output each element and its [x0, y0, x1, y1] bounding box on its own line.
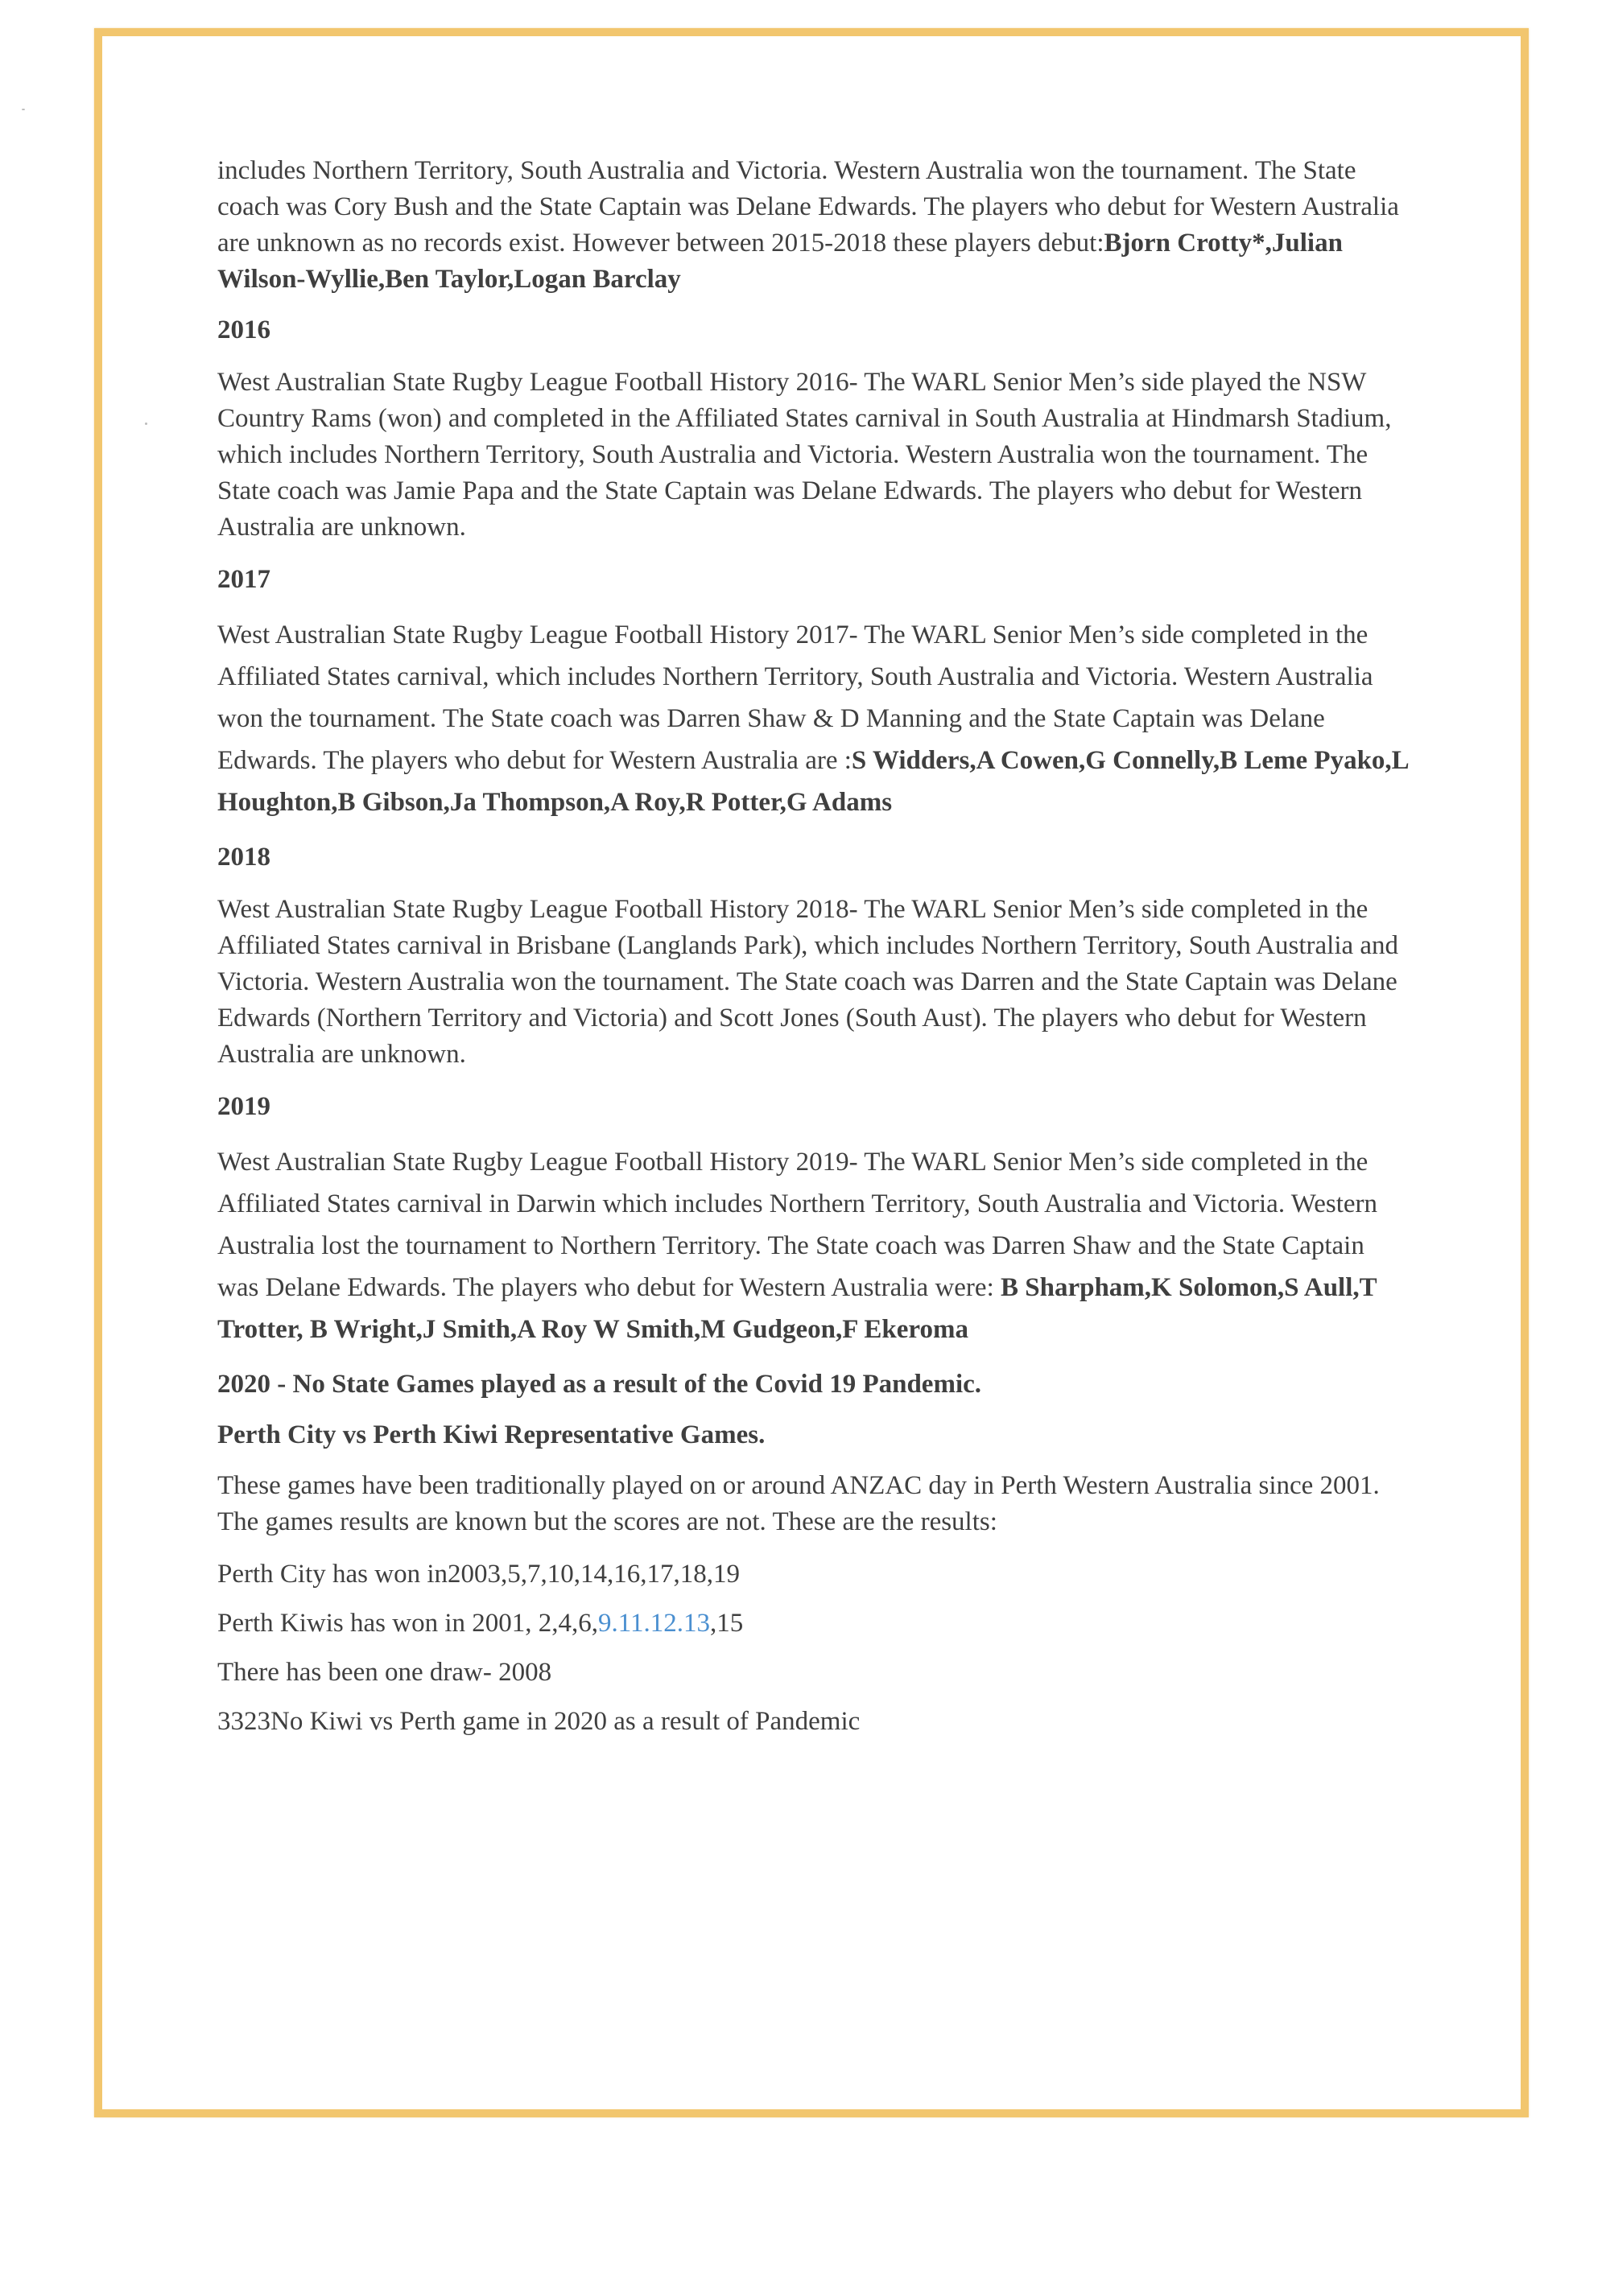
- year-heading-2016: 2016: [217, 315, 270, 344]
- section-2017-paragraph: [217, 614, 1409, 823]
- intro-text: includes Northern Territory, South Australia and Victoria. Western Australia won the tournament. The State coach was Cory Bush and the State Captain was Delane Edwards. The players who debut for Western Australia are unknown as no records exist. However between 2015-2018 these players debut:: [217, 156, 1399, 258]
- pandemic-note: 3323No Kiwi vs Perth game in 2020 as a result of Pandemic: [217, 1707, 861, 1736]
- intro-paragraph: [217, 153, 1409, 298]
- perth-kiwis-wins: [217, 1606, 1409, 1642]
- year-heading-2019: 2019: [217, 1092, 270, 1121]
- section-2017-debut-names: S Widders,A Cowen,G Connelly,B Leme Pyako,L Houghton,B Gibson,Ja Thompson,A Roy,R Potter,G Adams: [217, 746, 1408, 817]
- section-2019-paragraph: [217, 1141, 1409, 1350]
- intro-debut-names: Bjorn Crotty*,Julian Wilson-Wyllie,Ben Taylor,Logan Barclay: [217, 229, 1343, 294]
- section-2018-paragraph: [217, 892, 1409, 1073]
- scan-speck: [145, 423, 147, 425]
- section-2018-text: West Australian State Rugby League Football History 2018- The WARL Senior Men’s side completed in the Affiliated States carnival in Brisbane (Langlands Park), which includes Northern Territory, South Australia and Victoria. Western Australia won the tournament. The State coach was Darren and the State Captain was Delane Edwards (Northern Territory and Victoria) and Scott Jones (South Aust). The players who debut for Western Australia are unknown.: [217, 895, 1399, 1069]
- perth-kiwis-wins-suffix: ,15: [710, 1609, 744, 1638]
- perth-kiwis-wins-highlighted-years: 9.11.12.13: [598, 1609, 711, 1638]
- section-2016-text: West Australian State Rugby League Football History 2016- The WARL Senior Men’s side played the NSW Country Rams (won) and completed in the Affiliated States carnival in South Australia at Hindmarsh Stadium, which includes Northern Territory, South Australia and Victoria. Western Australia won the tournament. The State coach was Jamie Papa and the State Captain was Delane Edwards. The players who debut for Western Australia are unknown.: [217, 368, 1392, 542]
- perth-kiwis-wins-prefix: Perth Kiwis has won in 2001, 2,4,6,: [217, 1609, 598, 1638]
- rep-games-description: These games have been traditionally played on or around ANZAC day in Perth Western Australia since 2001. The games results are known but the scores are not. These are the results:: [217, 1471, 1380, 1536]
- scan-speck: [22, 109, 25, 110]
- perth-city-wins: Perth City has won in2003,5,7,10,14,16,17,18,19: [217, 1560, 740, 1589]
- section-2017-text: West Australian State Rugby League Football History 2017- The WARL Senior Men’s side completed in the Affiliated States carnival, which includes Northern Territory, South Australia and Victoria. Western Australia won the tournament. The State coach was Darren Shaw & D Manning and the State Captain was Delane Edwards. The players who debut for Western Australia are :: [217, 620, 1373, 775]
- section-2019-text: West Australian State Rugby League Football History 2019- The WARL Senior Men’s side completed in the Affiliated States carnival in Darwin which includes Northern Territory, South Australia and Victoria. Western Australia lost the tournament to Northern Territory. The State coach was Darren Shaw and the State Captain was Delane Edwards. The players who debut for Western Australia were:: [217, 1148, 1378, 1302]
- year-heading-2018: 2018: [217, 843, 270, 872]
- document-body: [217, 153, 1409, 1753]
- rep-games-heading: Perth City vs Perth Kiwi Representative Games.: [217, 1420, 766, 1449]
- draw-note: There has been one draw- 2008: [217, 1658, 552, 1687]
- section-2019-debut-names: B Sharpham,K Solomon,S Aull,T Trotter, B Wright,J Smith,A Roy W Smith,M Gudgeon,F Ekeroma: [217, 1273, 1377, 1344]
- year-heading-2017: 2017: [217, 565, 270, 594]
- section-2016-paragraph: [217, 365, 1409, 546]
- covid-note-heading: 2020 - No State Games played as a result of the Covid 19 Pandemic.: [217, 1370, 982, 1399]
